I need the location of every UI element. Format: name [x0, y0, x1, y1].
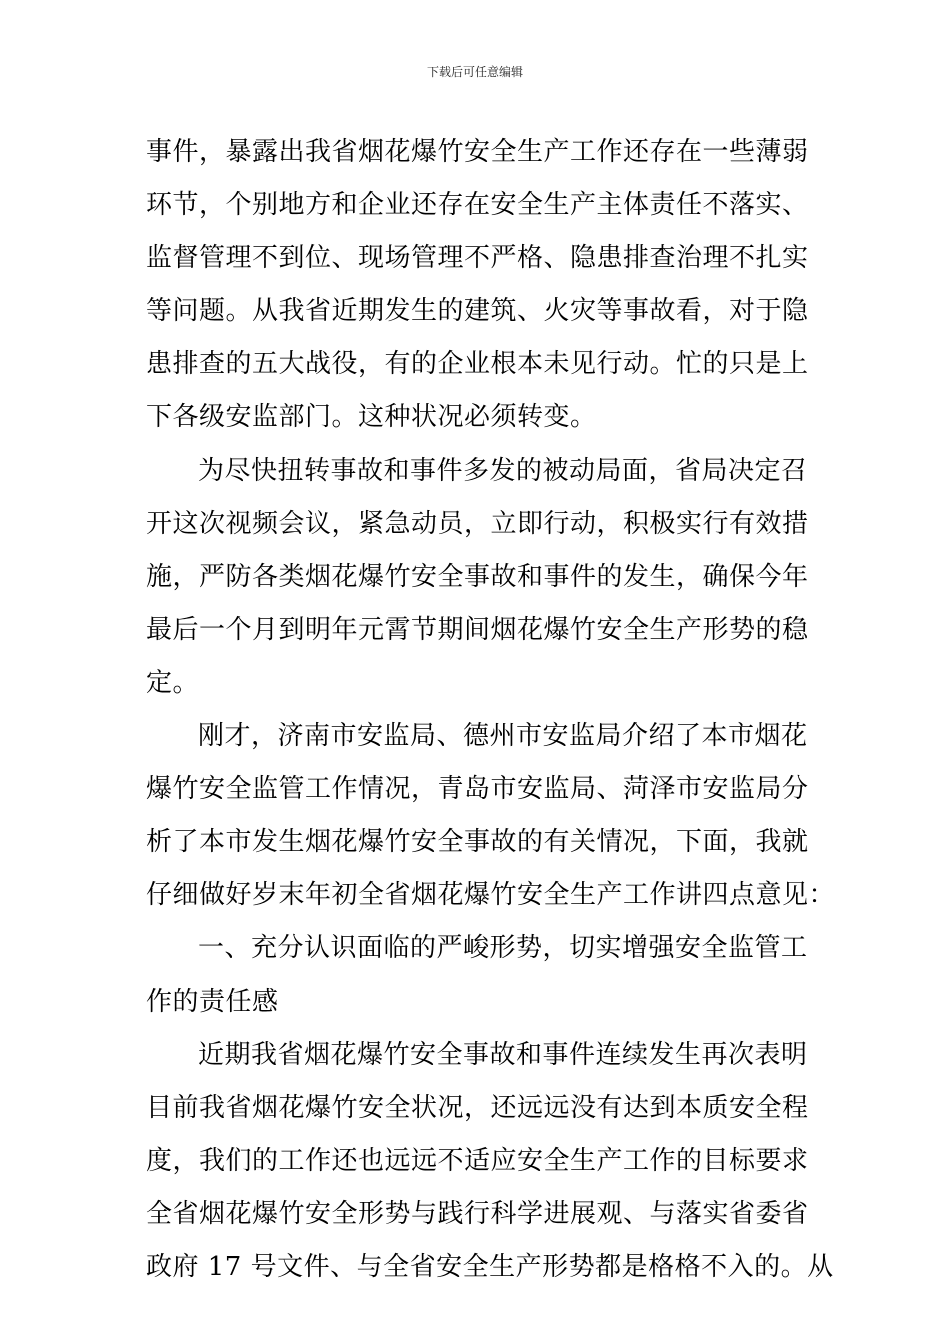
paragraph-first-line: 近期我省烟花爆竹安全事故和事件连续发生再次表明	[198, 1039, 808, 1070]
text-line: 目前我省烟花爆竹安全状况，还远远没有达到本质安全程	[146, 1092, 809, 1123]
text-line: 析了本市发生烟花爆竹安全事故的有关情况，下面，我就	[146, 827, 809, 858]
text-line: 患排查的五大战役，有的企业根本未见行动。忙的只是上	[146, 349, 809, 380]
text-line: 定。	[146, 667, 200, 698]
section-heading-line: 一、充分认识面临的严峻形势，切实增强安全监管工	[198, 933, 808, 964]
section-heading-line: 作的责任感	[146, 986, 279, 1017]
text-line: 事件，暴露出我省烟花爆竹安全生产工作还存在一些薄弱	[146, 137, 809, 167]
text-line: 政府 17 号文件、与全省安全生产形势都是格格不入的。从	[146, 1251, 834, 1282]
page-header-note: 下载后可任意编辑	[426, 65, 523, 79]
text-line: 施，严防各类烟花爆竹安全事故和事件的发生，确保今年	[146, 561, 809, 592]
text-line: 监督管理不到位、现场管理不严格、隐患排查治理不扎实	[146, 243, 809, 274]
text-line: 度，我们的工作还也远远不适应安全生产工作的目标要求	[146, 1145, 809, 1176]
paragraph-first-line: 为尽快扭转事故和事件多发的被动局面，省局决定召	[198, 455, 808, 486]
text-line: 最后一个月到明年元霄节期间烟花爆竹安全生产形势的稳	[146, 614, 809, 645]
text-line: 下各级安监部门。这种状况必须转变。	[146, 402, 597, 433]
text-line: 全省烟花爆竹安全形势与践行科学进展观、与落实省委省	[146, 1198, 809, 1229]
text-line: 开这次视频会议，紧急动员，立即行动，积极实行有效措	[146, 508, 809, 539]
document-body	[146, 126, 836, 1294]
text-line: 等问题。从我省近期发生的建筑、火灾等事故看，对于隐	[146, 296, 809, 327]
text-line: 环节，个别地方和企业还存在安全生产主体责任不落实、	[146, 190, 809, 221]
text-line: 爆竹安全监管工作情况，青岛市安监局、菏泽市安监局分	[146, 774, 809, 805]
paragraph-first-line: 刚才，济南市安监局、德州市安监局介绍了本市烟花	[198, 721, 808, 752]
text-line: 仔细做好岁末年初全省烟花爆竹安全生产工作讲四点意见：	[146, 880, 836, 911]
